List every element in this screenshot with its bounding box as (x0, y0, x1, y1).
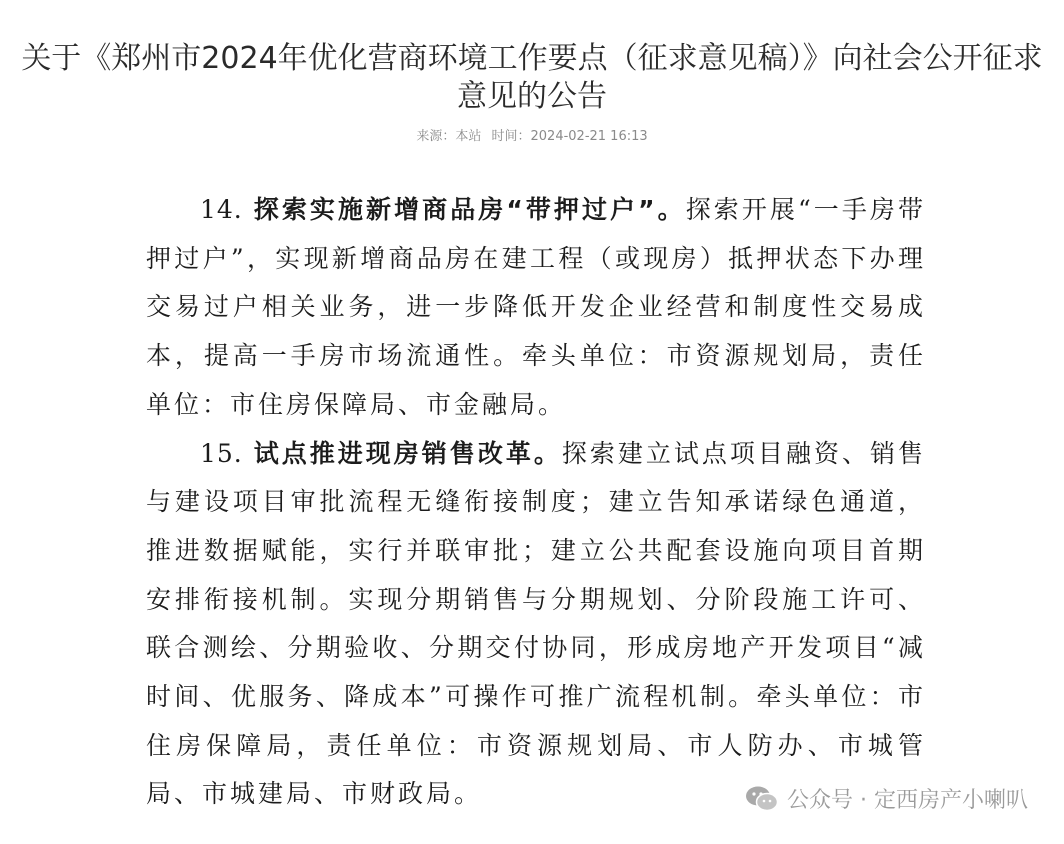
article-meta (0, 125, 1064, 144)
publish-time: 时间：2024-02-21 16:13 (491, 129, 648, 144)
title-line-2: 意见的公告 (457, 79, 607, 114)
item-text: 探索开展“一手房带押过户”，实现新增商品房在建工程（或现房）抵押状态下办理交易过户相关业务，进一步降低开发企业经营和制度性交易成本，提高一手房市场流通性。牵头单位：市资源规划局，责任单位：市住房保障局、市金融局。 (146, 195, 926, 419)
item-number: 14. (200, 195, 243, 224)
item-text: 探索建立试点项目融资、销售与建设项目审批流程无缝衔接制度；建立告知承诺绿色通道，推进数据赋能，实行并联审批；建立公共配套设施向项目首期安排衔接机制。实现分期销售与分期规划、分阶段施工许可、联合测绘、分期验收、分期交付协同，形成房地产开发项目“减时间、优服务、降成本”可操作可推广流程机制。牵头单位：市住房保障局，责任单位：市资源规划局、市人防办、市城管局、市城建局、市财政局。 (146, 438, 926, 809)
title-line-1: 关于《郑州市2024年优化营商环境工作要点（征求意见稿）》向社会公开征求 (21, 41, 1043, 76)
page-title (0, 40, 1064, 116)
source-label: 来源：本站 (416, 129, 482, 144)
article-item-15 (146, 430, 926, 820)
item-heading: 探索实施新增商品房“带押过户”。 (253, 195, 686, 224)
item-number: 15. (200, 438, 243, 468)
article-item-14 (146, 186, 926, 430)
watermark (745, 783, 1028, 814)
article-body (146, 186, 926, 819)
watermark-text: 公众号 · 定西房产小喇叭 (787, 788, 1028, 813)
item-heading: 试点推进现房销售改革。 (253, 438, 562, 468)
wechat-icon (745, 785, 779, 813)
